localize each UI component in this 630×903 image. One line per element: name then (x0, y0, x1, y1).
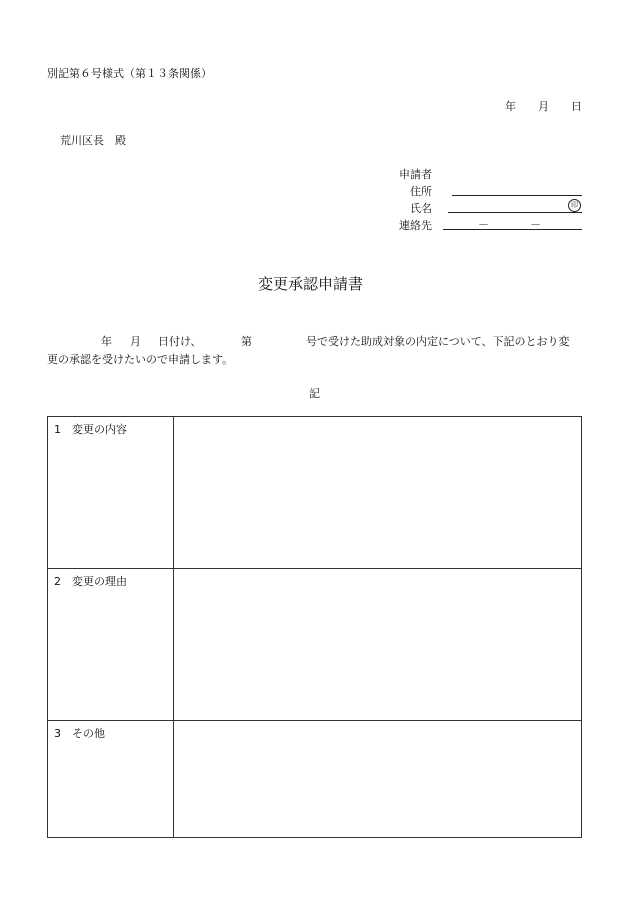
row-label-other: 3 その他 (54, 727, 105, 740)
body-line1-rest: 号で受けた助成対象の内定について、下記のとおり変 (306, 335, 570, 348)
body-month: 月 (130, 335, 141, 348)
note-heading: 記 (309, 387, 320, 400)
contact-dash-second: － (530, 218, 541, 231)
body-line2: 更の承認を受けたいので申請します。 (47, 353, 234, 366)
other-field[interactable] (174, 721, 581, 837)
date-year-label: 年 (505, 100, 516, 113)
form-title: 変更承認申請書 (258, 275, 364, 293)
body-number-prefix: 第 (241, 335, 252, 348)
name-label: 氏名 (410, 202, 432, 215)
details-table (47, 416, 582, 838)
addressee: 荒川区長 殿 (60, 134, 126, 147)
address-label: 住所 (410, 185, 432, 198)
name-field[interactable] (448, 212, 582, 213)
body-day-suffix: 日付け、 (158, 335, 202, 348)
change-reason-field[interactable] (174, 569, 581, 720)
applicant-heading: 申請者 (399, 168, 432, 181)
form-reference: 別記第６号様式（第１３条関係） (47, 67, 212, 80)
contact-field[interactable] (443, 229, 582, 230)
date-day-label: 日 (571, 100, 582, 113)
change-content-field[interactable] (174, 417, 581, 568)
seal-mark: 印 (568, 199, 581, 212)
row-label-change-reason: 2 変更の理由 (54, 575, 127, 588)
address-field[interactable] (452, 195, 582, 196)
date-month-label: 月 (538, 100, 549, 113)
body-year: 年 (101, 335, 112, 348)
contact-dash-first: － (478, 218, 489, 231)
contact-label: 連絡先 (399, 219, 432, 232)
row-label-change-content: 1 変更の内容 (54, 423, 127, 436)
